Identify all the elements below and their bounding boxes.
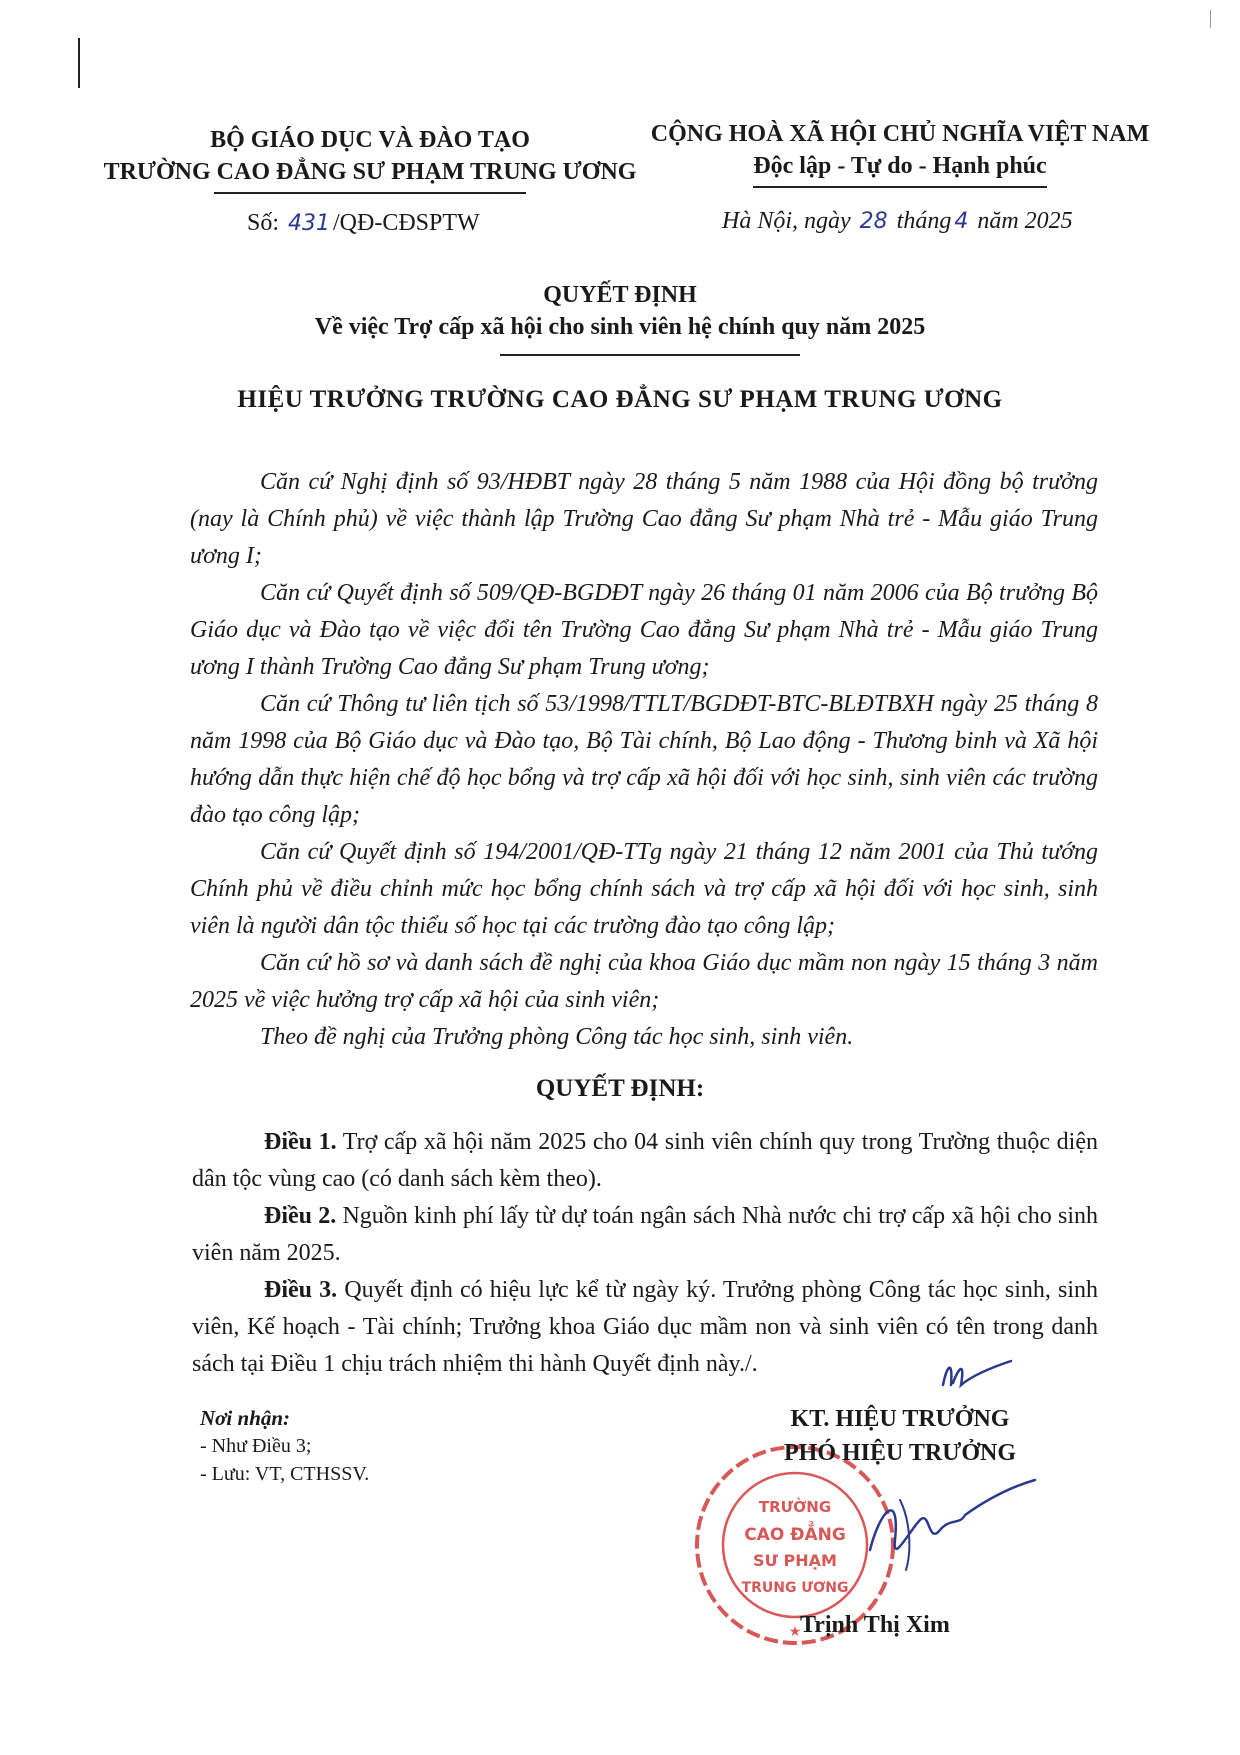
preamble-item: Theo đề nghị của Trưởng phòng Công tác học sinh, sinh viên. [260, 1024, 854, 1050]
initial-mark [935, 1355, 1015, 1395]
national-motto: Độc lập - Tự do - Hạnh phúc [753, 150, 1046, 182]
signature-title-1: KT. HIỆU TRƯỞNG [790, 1406, 1010, 1432]
date-month: 4 [954, 209, 969, 234]
article [192, 1198, 1098, 1272]
school-name: TRƯỜNG CAO ĐẲNG SƯ PHẠM TRUNG ƯƠNG [104, 156, 637, 188]
scan-mark [1210, 10, 1211, 28]
preamble [190, 464, 1098, 1056]
document-subtitle: Về việc Trợ cấp xã hội cho sinh viên hệ chính quy năm 2025 [314, 314, 926, 340]
doc-number-prefix: Số: [247, 210, 280, 236]
article [192, 1124, 1098, 1198]
preamble-item: Căn cứ Quyết định số 509/QĐ-BGDĐT ngày 26 tháng 01 năm 2006 của Bộ trưởng Bộ Giáo dục và Đào tạo về việc đổi tên Trường Cao đẳng Sư phạm Nhà trẻ - Mẫu giáo Trung ương I thành Trường Cao đẳng Sư phạm Trung ương; [190, 580, 1098, 680]
article-text: Nguồn kinh phí lấy từ dự toán ngân sách Nhà nước chi trợ cấp xã hội cho sinh viên năm 2025. [192, 1203, 1098, 1266]
article-text: Quyết định có hiệu lực kể từ ngày ký. Trưởng phòng Công tác học sinh, sinh viên, Kế hoạch - Tài chính; Trưởng khoa Giáo dục mầm non và sinh viên có tên trong danh sách tại Điều 1 chịu trách nhiệm thi hành Quyết định này./. [192, 1277, 1099, 1377]
doc-number-value: 431 [288, 211, 331, 236]
date-month-label: tháng [896, 208, 952, 234]
document-number [247, 210, 480, 237]
preamble-item: Căn cứ Quyết định số 194/2001/QĐ-TTg ngày 21 tháng 12 năm 2001 của Thủ tướng Chính phủ về điều chỉnh mức học bổng chính sách và trợ cấp xã hội đối với học sinh, sinh viên là người dân tộc thiểu số học tại các trường đào tạo công lập; [190, 839, 1098, 939]
preamble-item: Căn cứ hồ sơ và danh sách đề nghị của khoa Giáo dục mầm non ngày 15 tháng 3 năm 2025 về việc hưởng trợ cấp xã hội của sinh viên; [190, 950, 1098, 1013]
scan-mark [78, 38, 80, 88]
date-day: 28 [859, 209, 888, 234]
article-label: Điều 2. [264, 1203, 337, 1229]
issuing-authority: HIỆU TRƯỞNG TRƯỜNG CAO ĐẲNG SƯ PHẠM TRUNG ƯƠNG [237, 386, 1003, 413]
document-date [722, 208, 1073, 235]
svg-text:★: ★ [788, 1624, 802, 1640]
articles [192, 1124, 1098, 1383]
handwritten-signature [840, 1470, 1040, 1580]
recipient-item: - Như Điều 3; [200, 1435, 312, 1457]
svg-text:SƯ PHẠM: SƯ PHẠM [753, 1551, 837, 1570]
article-label: Điều 3. [264, 1277, 338, 1303]
issuer-header [100, 124, 640, 188]
preamble-item: Căn cứ Thông tư liên tịch số 53/1998/TTLT/BGDĐT-BTC-BLĐTBXH ngày 25 tháng 8 năm 1998 của Bộ Giáo dục và Đào tạo, Bộ Tài chính, Bộ Lao động - Thương binh và Xã hội hướng dẫn thực hiện chế độ học bổng và trợ cấp xã hội đối với học sinh, sinh viên các trường đào tạo công lập; [190, 691, 1098, 828]
svg-text:TRUNG ƯƠNG: TRUNG ƯƠNG [741, 1580, 849, 1596]
decision-heading: QUYẾT ĐỊNH: [535, 1075, 705, 1102]
document-title: QUYẾT ĐỊNH [543, 282, 697, 308]
signature-block [700, 1402, 1100, 1470]
date-year: năm 2025 [977, 208, 1073, 234]
signature-title-2: PHÓ HIỆU TRƯỞNG [783, 1440, 1017, 1466]
signer-name: Trịnh Thị Xim [800, 1612, 950, 1638]
article-text: Trợ cấp xã hội năm 2025 cho 04 sinh viên chính quy trong Trường thuộc diện dân tộc vùng cao (có danh sách kèm theo). [192, 1129, 1099, 1192]
preamble-item: Căn cứ Nghị định số 93/HĐBT ngày 28 tháng 5 năm 1988 của Hội đồng bộ trưởng (nay là Chính phủ) về việc thành lập Trường Cao đẳng Sư phạm Nhà trẻ - Mẫu giáo Trung ương I; [190, 469, 1098, 569]
date-place: Hà Nội, ngày [722, 208, 851, 234]
svg-text:TRƯỜNG: TRƯỜNG [758, 1498, 832, 1516]
doc-number-suffix: /QĐ-CĐSPTW [333, 210, 480, 236]
country-name: CỘNG HOÀ XÃ HỘI CHỦ NGHĨA VIỆT NAM [650, 121, 1150, 147]
recipients-block [200, 1404, 369, 1488]
svg-text:CAO ĐẲNG: CAO ĐẲNG [744, 1525, 846, 1545]
ministry-name: BỘ GIÁO DỤC VÀ ĐÀO TẠO [210, 127, 530, 153]
national-header [640, 118, 1160, 182]
article-label: Điều 1. [264, 1129, 337, 1155]
recipient-item: - Lưu: VT, CTHSSV. [200, 1463, 370, 1485]
title-underline [500, 354, 800, 356]
recipients-heading: Nơi nhận: [200, 1406, 291, 1430]
